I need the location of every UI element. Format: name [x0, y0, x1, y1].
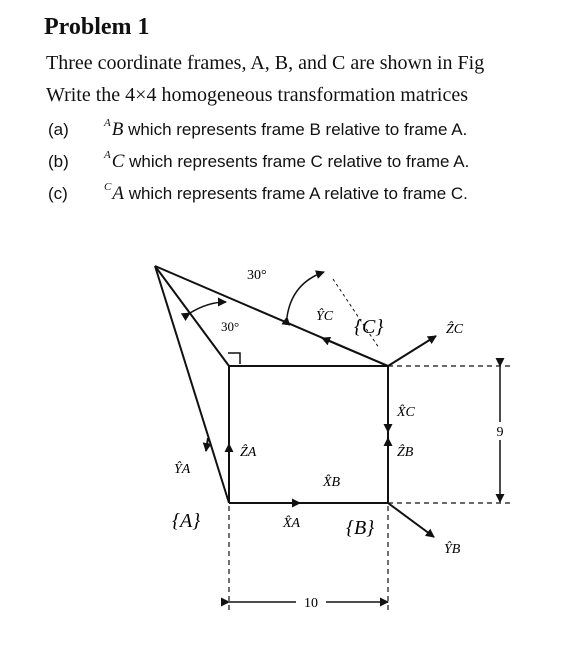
part-c-symbol: A: [112, 183, 124, 204]
part-a-symbol: B: [111, 119, 124, 140]
part-b-text: which represents frame C relative to frame A.: [129, 152, 470, 171]
part-b-symbol: C: [111, 151, 125, 172]
top-angle-label: 30°: [247, 268, 267, 283]
x-c-label: X̂C: [397, 405, 415, 420]
part-b-label: (b): [48, 152, 69, 171]
z-a-label: ẐA: [240, 445, 257, 460]
part-c-text: which represents frame A relative to frame C.: [128, 184, 468, 203]
x-a-label: X̂A: [283, 516, 301, 531]
z-c-label: ẐC: [446, 322, 464, 337]
frame-b-label: {B}: [346, 517, 375, 539]
frame-a-label: {A}: [172, 510, 201, 532]
part-b-superscript: A: [104, 149, 111, 161]
intro-line-1: Three coordinate frames, A, B, and C are shown in Fig: [46, 52, 485, 74]
y-c-label: ŶC: [316, 309, 334, 324]
y-b-axis: [388, 503, 434, 537]
y-c-axis: [322, 338, 388, 366]
intro-line-2: Write the 4×4 homogeneous transformation matrices: [46, 84, 469, 106]
y-a-axis: [206, 438, 208, 451]
y-a-label: ŶA: [174, 462, 191, 477]
frame-c-label: {C}: [354, 316, 384, 338]
extension-lines: [229, 366, 512, 612]
width-dimension-label: 10: [304, 596, 318, 611]
inner-angle-label: 30°: [221, 319, 240, 334]
part-a-superscript: A: [104, 117, 111, 129]
part-c-superscript: C: [104, 181, 112, 193]
right-angle-marker: [228, 353, 240, 364]
x-b-label: X̂B: [323, 475, 341, 490]
z-b-label: ẐB: [397, 445, 414, 460]
problem-title: Problem 1: [44, 14, 150, 40]
edge-left-bottom: [155, 266, 229, 503]
y-b-label: ŶB: [444, 542, 461, 557]
part-c-label: (c): [48, 184, 68, 203]
z-c-axis: [388, 336, 436, 366]
part-a-label: (a): [48, 120, 69, 139]
part-a-text: which represents frame B relative to frame A.: [128, 120, 468, 139]
inner-angle-arc: [190, 302, 226, 313]
height-dimension-label: 9: [496, 425, 504, 440]
